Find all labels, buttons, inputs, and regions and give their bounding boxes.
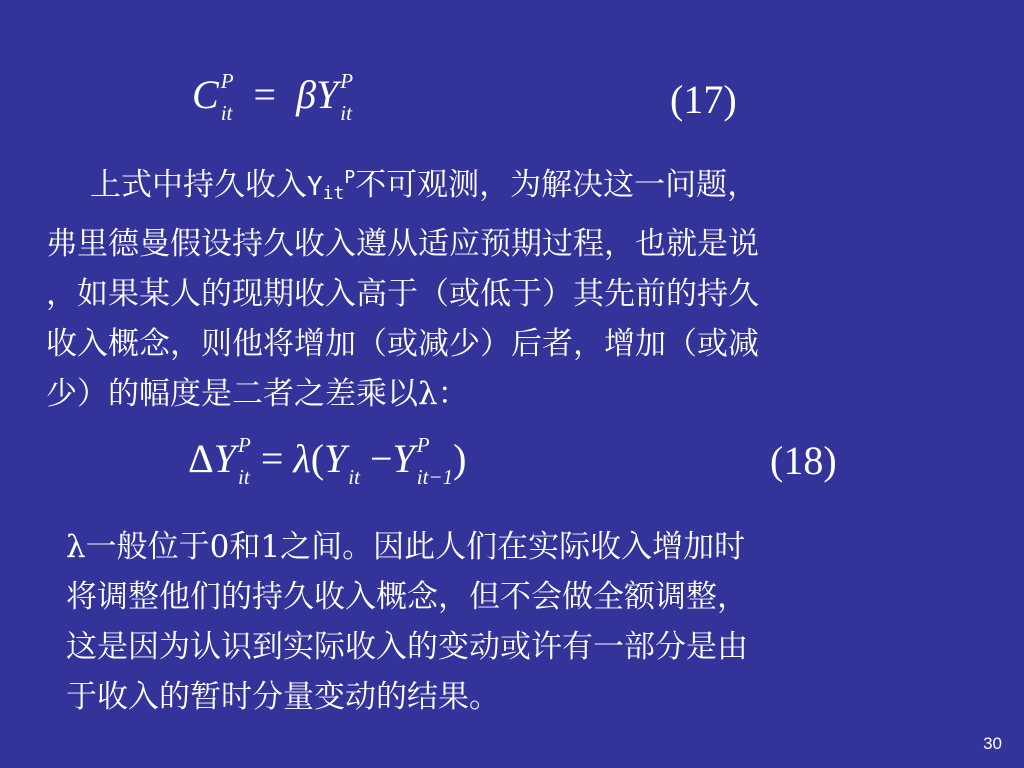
- paragraph-permanent-income: [46, 153, 759, 419]
- eq18-equals: =: [260, 436, 284, 482]
- eq18-lhs: Y: [213, 436, 236, 482]
- eq17-rhs-scripts: [340, 70, 353, 124]
- eq18-lhs-sup: P: [237, 433, 251, 457]
- p1-line1-after: 不可观测，为解决这一问题，: [355, 167, 759, 203]
- page-number: 30: [983, 734, 1002, 753]
- eq17-rhs-sup: P: [340, 69, 354, 93]
- equation-18: [188, 433, 467, 490]
- p1-var-sup: P: [344, 167, 356, 188]
- eq17-lhs-sup: P: [220, 69, 234, 93]
- p1-line1-before: 上式中持久收入: [90, 167, 307, 203]
- eq18-lhs-sub: it: [237, 465, 250, 490]
- eq17-lhs-scripts: [221, 70, 234, 124]
- paragraph-1-line-1: [46, 153, 759, 219]
- eq18-delta: Δ: [188, 436, 214, 482]
- eq18-term1-scripts: [348, 434, 360, 488]
- paragraph-1-line-3: ，如果某人的现期收入高于（或低于）其先前的持久: [46, 276, 759, 312]
- eq18-term1-sub: it: [348, 465, 360, 490]
- paragraph-2-line-4: 于收入的暂时分量变动的结果。: [66, 679, 500, 715]
- eq18-close-paren: ): [453, 436, 467, 482]
- paragraph-1-line-4: 收入概念，则他将增加（或减少）后者，增加（或减: [46, 326, 759, 362]
- eq17-coef: β: [296, 72, 316, 118]
- p1-var: Y: [307, 172, 323, 202]
- paragraph-2-line-3: 这是因为认识到实际收入的变动或许有一部分是由: [66, 629, 748, 665]
- eq18-term1: Y: [324, 436, 347, 482]
- eq17-rhs-sub: it: [340, 101, 352, 126]
- eq18-coef: λ: [293, 436, 311, 482]
- paragraph-2-line-2: 将调整他们的持久收入概念，但不会做全额调整，: [66, 579, 748, 615]
- p1-var-sub: it: [322, 183, 345, 204]
- equation-18-number: (18): [770, 438, 837, 483]
- eq18-lhs-scripts: [238, 434, 251, 488]
- paragraph-1-line-5: 少）的幅度是二者之差乘以λ：: [46, 376, 469, 412]
- eq18-term2: Y: [392, 436, 415, 482]
- equation-17-number: (17): [670, 77, 737, 122]
- paragraph-lambda: [66, 522, 748, 722]
- equation-17: [192, 69, 354, 126]
- eq18-term1-sup-spacer: [348, 434, 360, 456]
- eq18-term2-sub: it−1: [416, 465, 454, 490]
- eq17-equals: =: [253, 72, 277, 118]
- paragraph-1-line-2: 弗里德曼假设持久收入遵从适应预期过程，也就是说: [46, 226, 759, 262]
- eq18-minus: −: [369, 436, 393, 482]
- eq17-rhs: Y: [316, 72, 339, 118]
- paragraph-2-line-1: λ一般位于0和1之间。因此人们在实际收入增加时: [66, 529, 746, 565]
- eq18-open-paren: (: [310, 436, 325, 482]
- eq18-term2-scripts: [417, 434, 453, 488]
- eq17-lhs-sub: it: [220, 101, 233, 126]
- eq18-term2-sup: P: [416, 433, 430, 457]
- eq17-lhs: C: [192, 72, 219, 118]
